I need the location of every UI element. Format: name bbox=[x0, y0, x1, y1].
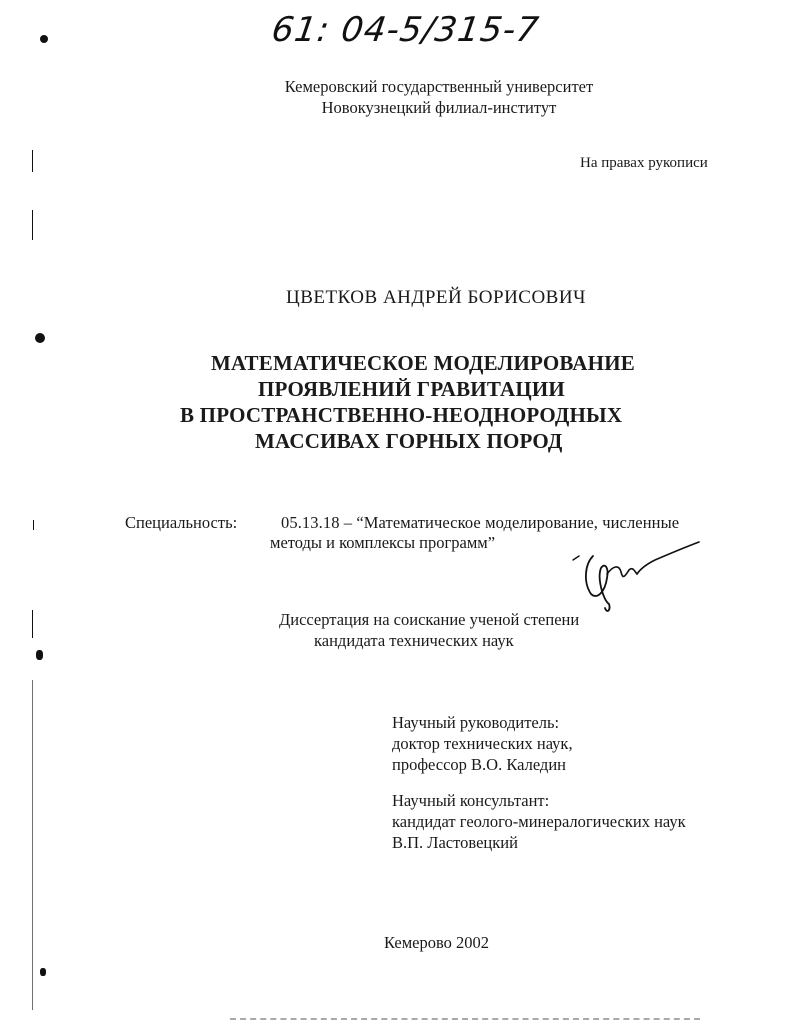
scan-dot-mark bbox=[35, 333, 45, 343]
scan-margin-line bbox=[32, 680, 33, 1010]
thesis-title-line: В ПРОСТРАНСТВЕННО-НЕОДНОРОДНЫХ bbox=[180, 403, 623, 427]
scan-margin-line bbox=[32, 610, 33, 638]
thesis-title-line: ПРОЯВЛЕНИЙ ГРАВИТАЦИИ bbox=[258, 377, 565, 401]
scan-dot-mark bbox=[36, 650, 43, 660]
city-year: Кемерово 2002 bbox=[384, 933, 490, 952]
dissertation-degree: кандидата технических наук bbox=[314, 631, 514, 650]
thesis-title-line: МАТЕМАТИЧЕСКОЕ МОДЕЛИРОВАНИЕ bbox=[211, 351, 635, 375]
scan-dot-mark bbox=[40, 968, 46, 976]
scan-margin-line bbox=[33, 520, 34, 530]
scan-bottom-edge bbox=[230, 1018, 700, 1022]
institution-name: Кемеровский государственный университет bbox=[284, 77, 594, 96]
supervisor-label: Научный руководитель: bbox=[392, 713, 560, 732]
signature bbox=[565, 538, 705, 618]
consultant-label: Научный консультант: bbox=[392, 791, 550, 810]
manuscript-rights-note: На правах рукописи bbox=[580, 155, 708, 171]
institution-branch: Новокузнецкий филиал-институт bbox=[321, 98, 557, 117]
consultant-name: В.П. Ластовецкий bbox=[392, 833, 518, 852]
supervisor-name: профессор В.О. Каледин bbox=[392, 755, 566, 774]
consultant-degree: кандидат геолого-минералогических наук bbox=[392, 812, 686, 831]
supervisor-degree: доктор технических наук, bbox=[392, 734, 573, 753]
specialty-label: Специальность: bbox=[125, 513, 238, 532]
specialty-description: методы и комплексы программ” bbox=[270, 533, 496, 552]
scan-margin-line bbox=[32, 150, 33, 172]
handwritten-archive-number: 61: 04-5/315-7 bbox=[269, 10, 542, 50]
thesis-title-line: МАССИВАХ ГОРНЫХ ПОРОД bbox=[255, 429, 563, 453]
scan-margin-line bbox=[32, 210, 33, 240]
dissertation-purpose: Диссертация на соискание ученой степени bbox=[279, 610, 580, 629]
author-name: ЦВЕТКОВ АНДРЕЙ БОРИСОВИЧ bbox=[286, 287, 586, 308]
specialty-code: 05.13.18 – “Математическое моделирование, численные bbox=[281, 513, 680, 532]
scan-dot-mark bbox=[40, 35, 48, 43]
